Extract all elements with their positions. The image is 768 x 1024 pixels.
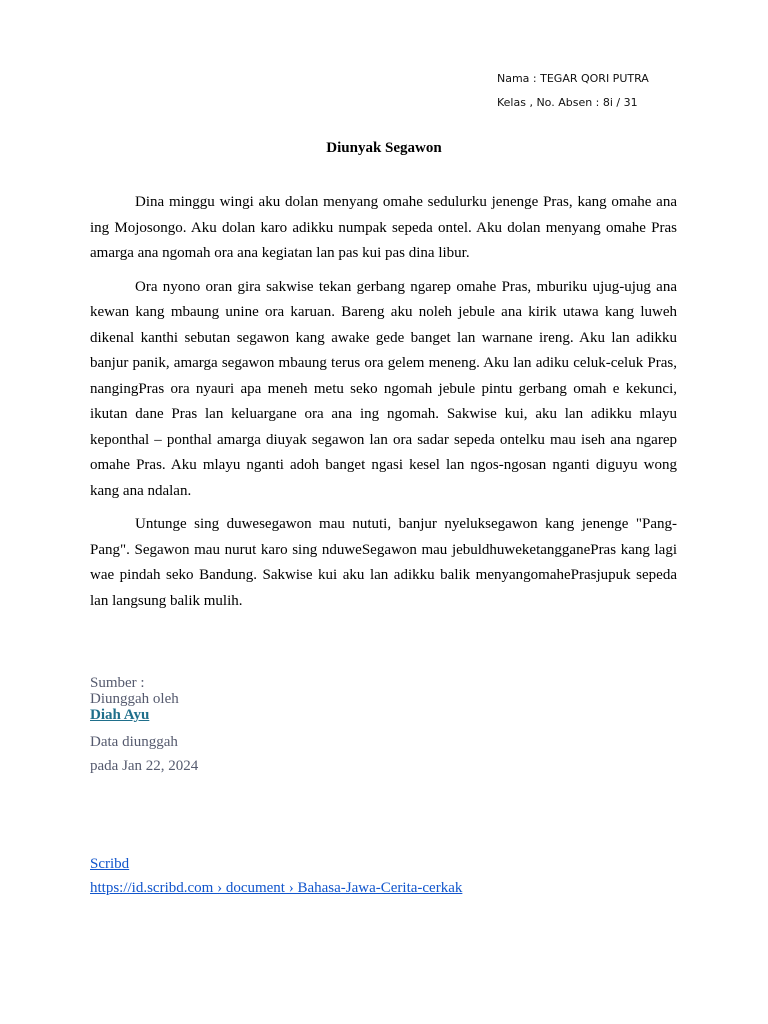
story-title: Diunyak Segawon [326,140,442,156]
paragraph-3: Untunge sing duwesegawon mau nututi, banjur nyeluksegawon kang jenenge "Pang-Pang". Segawon mau nurut karo sing nduweSegawon mau jebuldhuweketangganePras kang lagi wae pindah seko Bandung. Sakwise kui aku lan adikku balik menyangomahePrasjupuk sepeda lan langsung balik mulih. [90,516,677,609]
source-label: Sumber : [90,675,145,691]
paragraph-2: Ora nyono oran gira sakwise tekan gerbang ngarep omahe Pras, mburiku ujug-ujug ana kewan kang mbaung unine ora karuan. Bareng aku noleh jebule ana kirik utawa kang luweh dikenal kanthi sebutan segawon kang awake gede banget lan warnane ireng. Aku lan adikku banjur panik, amarga segawon mbaung terus ora gelem meneng. Aku lan adiku celuk-celuk Pras, nangingPras ora nyauri apa meneh metu seko ngomah jebule pintu gerbang omah e kekunci, ikutan dane Pras lan keluargane ora ana ing ngomah. Sakwise kui, aku lan adikku mlayu keponthal – ponthal amarga diuyak segawon lan ora sadar sepeda ontelku mau iseh ana ngarep omahe Pras. Aku mlayu nganti adoh banget ngasi kesel lan ngos-ngosan nganti diguyu wong kang ana ndalan. [90,278,677,499]
student-class-number: Kelas , No. Absen : 8i / 31 [497,96,638,109]
student-name: Nama : TEGAR QORI PUTRA [497,72,649,85]
scribd-link[interactable]: Scribd [90,856,130,872]
upload-date-label: Data diunggah [90,734,178,750]
source-url-link[interactable]: https://id.scribd.com › document › Bahasa-Jawa-Cerita-cerkak [90,880,463,896]
author-link[interactable]: Diah Ayu [90,707,150,723]
uploaded-by-label: Diunggah oleh [90,691,179,707]
upload-date: pada Jan 22, 2024 [90,758,199,774]
story-body [90,190,677,622]
paragraph-1: Dina minggu wingi aku dolan menyang omahe sedulurku jenenge Pras, kang omahe ana ing Mojosongo. Aku dolan karo adikku numpak sepeda ontel. Aku dolan menyang omahe Pras amarga ana ngomah ora ana kegiatan lan pas kui pas dina libur. [90,194,677,261]
